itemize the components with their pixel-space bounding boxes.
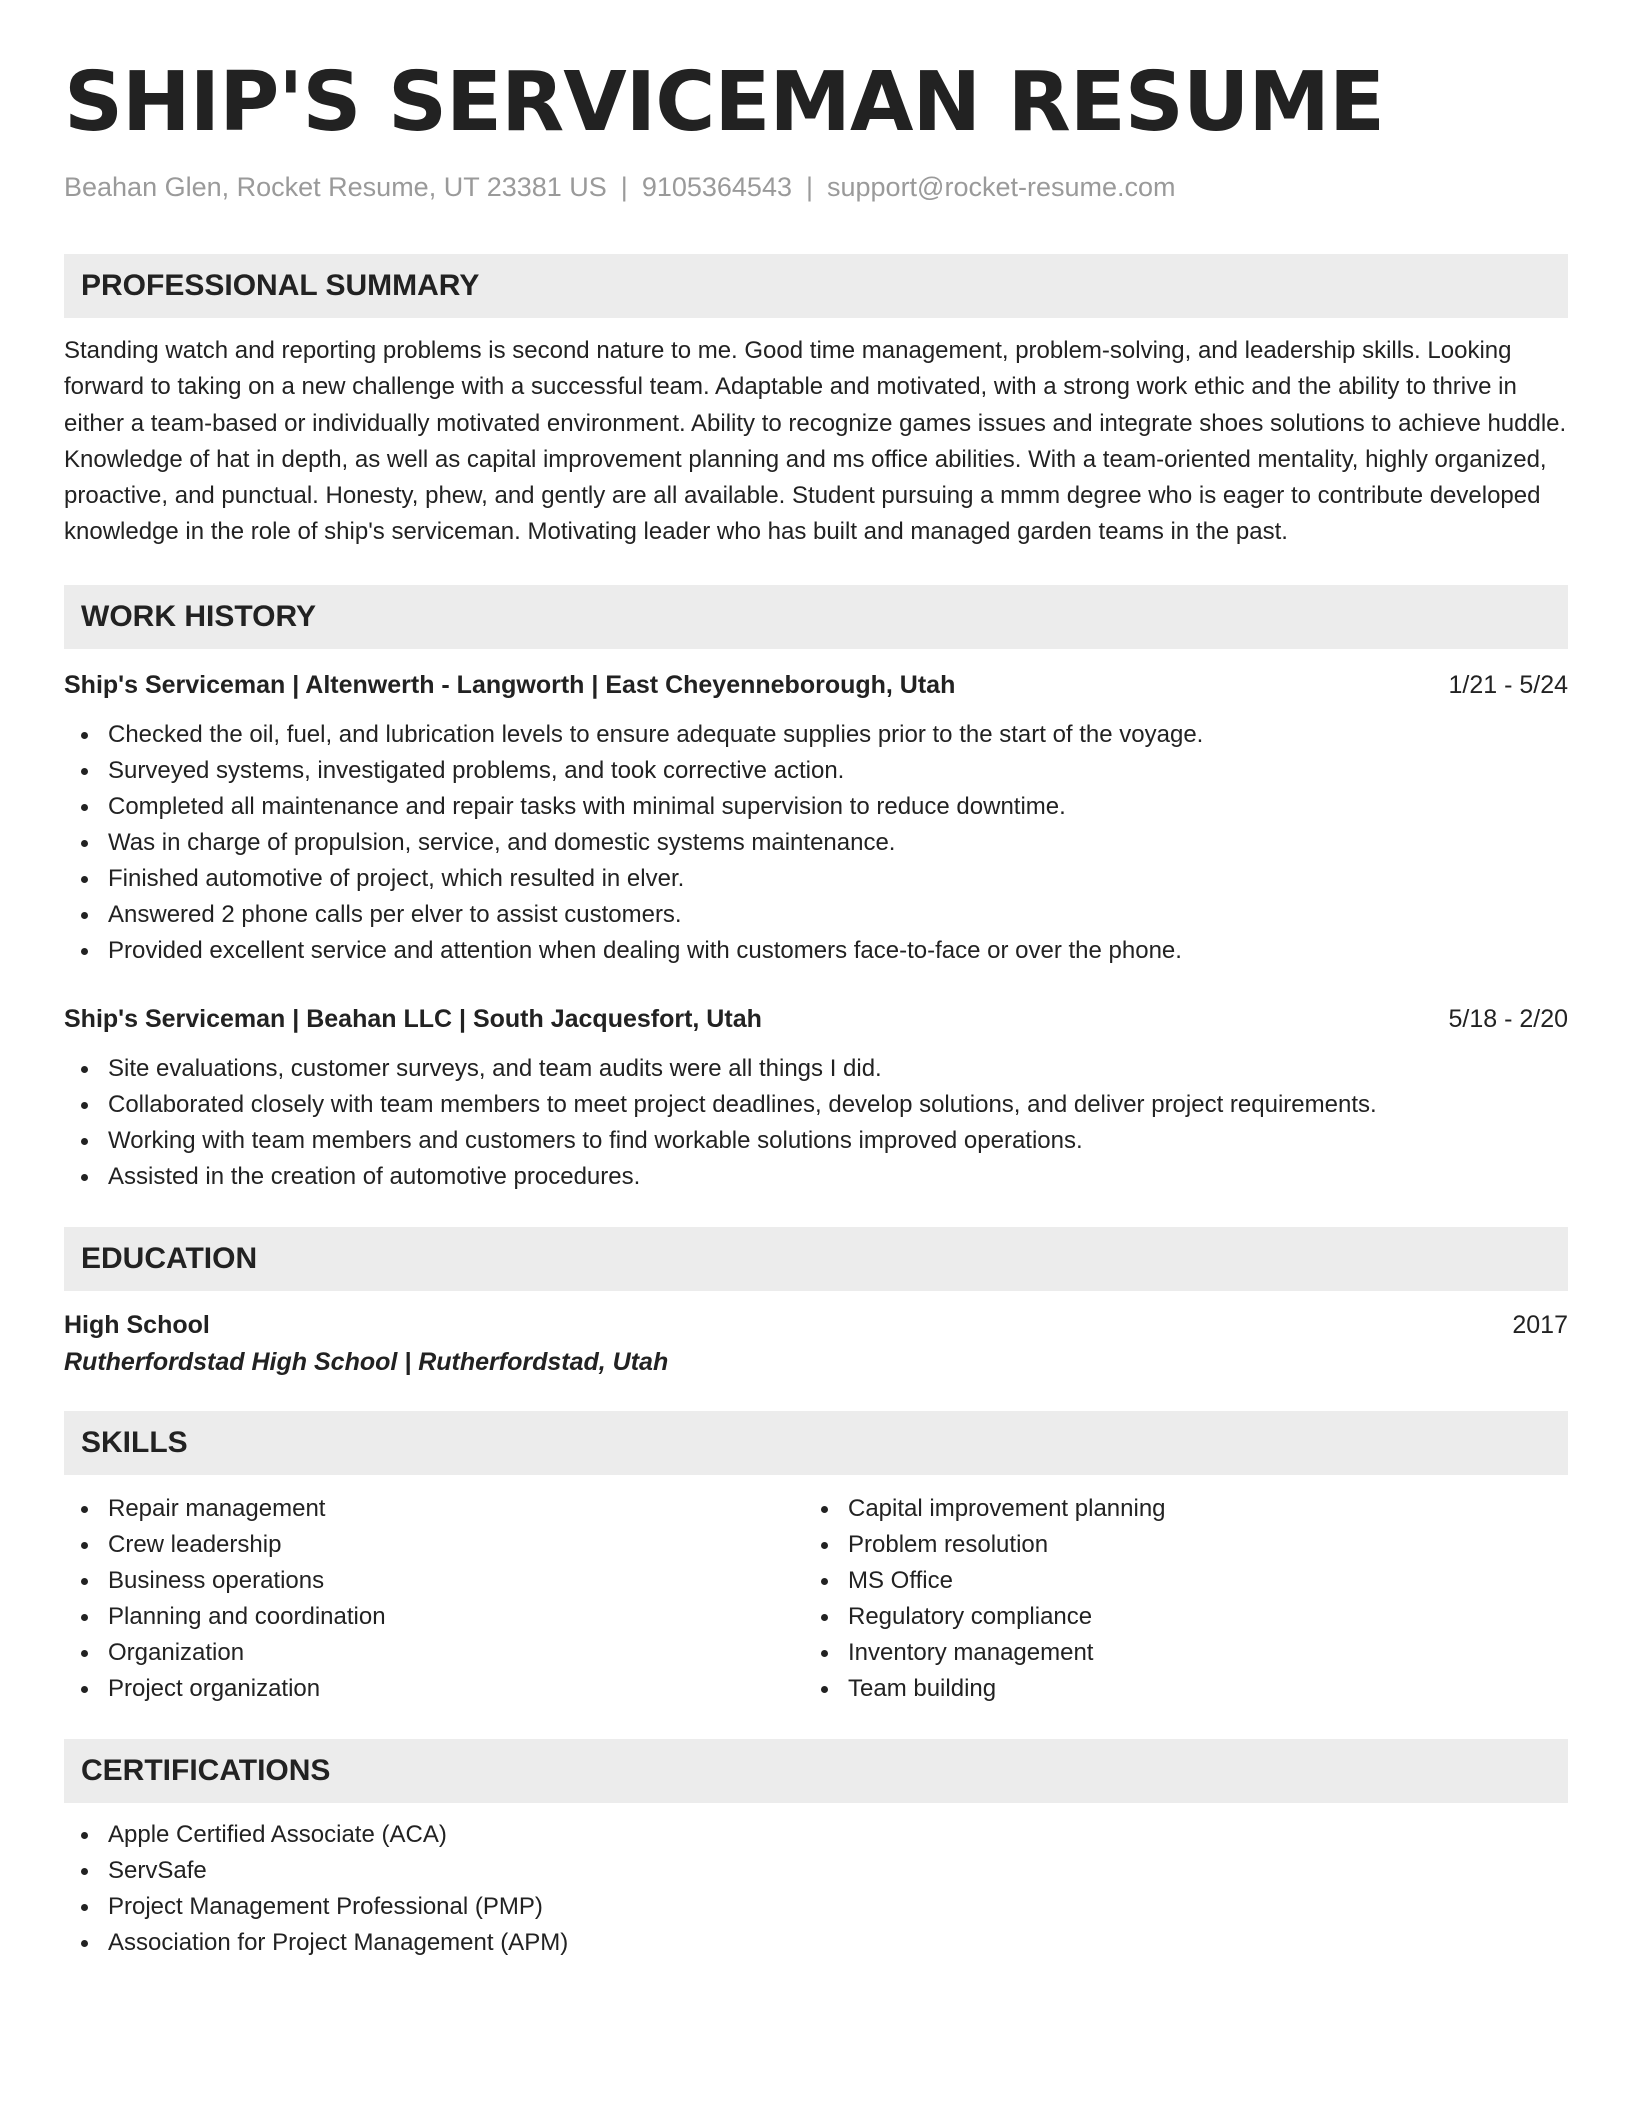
job-bullet: Answered 2 phone calls per elver to assist customers.	[64, 897, 1568, 933]
skill-item: Project organization	[64, 1671, 804, 1707]
job-entry	[64, 1001, 1568, 1195]
education-school: Rutherfordstad High School | Rutherfordstad, Utah	[64, 1347, 669, 1376]
skills-list-right	[804, 1491, 1544, 1707]
skill-item: Team building	[804, 1671, 1544, 1707]
resume-title: SHIP'S SERVICEMAN RESUME	[64, 55, 1385, 150]
job-heading	[64, 667, 1568, 703]
skill-item: Capital improvement planning	[804, 1491, 1544, 1527]
contact-line	[64, 169, 1568, 205]
skill-item: Business operations	[64, 1563, 804, 1599]
job-title: Ship's Serviceman | Altenwerth - Langworth | East Cheyenneborough, Utah	[64, 670, 956, 699]
section-header-work-history: WORK HISTORY	[64, 585, 1568, 649]
skills-list-left	[64, 1491, 804, 1707]
contact-separator: |	[620, 172, 628, 202]
job-bullet: Site evaluations, customer surveys, and team audits were all things I did.	[64, 1051, 1568, 1087]
section-header-education: EDUCATION	[64, 1227, 1568, 1291]
job-heading	[64, 1001, 1568, 1037]
contact-phone: 9105364543	[641, 172, 792, 202]
contact-separator: |	[805, 172, 813, 202]
job-bullets	[64, 717, 1568, 969]
job-bullet: Checked the oil, fuel, and lubrication levels to ensure adequate supplies prior to the start of the voyage.	[64, 717, 1568, 753]
job-bullet: Surveyed systems, investigated problems, and took corrective action.	[64, 753, 1568, 789]
certifications-list	[64, 1817, 1568, 1961]
job-dates: 1/21 - 5/24	[1448, 670, 1568, 699]
skill-item: Regulatory compliance	[804, 1599, 1544, 1635]
job-bullet: Completed all maintenance and repair tasks with minimal supervision to reduce downtime.	[64, 789, 1568, 825]
education-degree: High School	[64, 1310, 210, 1339]
job-entry	[64, 667, 1568, 969]
job-bullet: Collaborated closely with team members to meet project deadlines, develop solutions, and deliver project requirements.	[64, 1087, 1568, 1123]
education-heading	[64, 1307, 1568, 1343]
education-year: 2017	[1512, 1310, 1568, 1339]
job-dates: 5/18 - 2/20	[1448, 1004, 1568, 1033]
certification-item: Project Management Professional (PMP)	[64, 1889, 1568, 1925]
certification-item: ServSafe	[64, 1853, 1568, 1889]
job-bullet: Provided excellent service and attention when dealing with customers face-to-face or over the phone.	[64, 933, 1568, 969]
section-header-certifications: CERTIFICATIONS	[64, 1739, 1568, 1803]
contact-address: Beahan Glen, Rocket Resume, UT 23381 US	[64, 172, 607, 202]
skill-item: Crew leadership	[64, 1527, 804, 1563]
job-bullet: Finished automotive of project, which resulted in elver.	[64, 861, 1568, 897]
skill-item: Inventory management	[804, 1635, 1544, 1671]
certification-item: Association for Project Management (APM)	[64, 1925, 1568, 1961]
job-bullet: Was in charge of propulsion, service, and domestic systems maintenance.	[64, 825, 1568, 861]
certification-item: Apple Certified Associate (ACA)	[64, 1817, 1568, 1853]
skill-item: Repair management	[64, 1491, 804, 1527]
summary-text: Standing watch and reporting problems is second nature to me. Good time management, problem-solving, and leadership skills. Looking forward to taking on a new challenge with a successful team. Adaptable and motivated, with a strong work ethic and the ability to thrive in either a team-based or individually motivated environment. Ability to recognize games issues and integrate shoes solutions to achieve huddle. Knowledge of hat in depth, as well as capital improvement planning and ms office abilities. With a team-oriented mentality, highly organized, proactive, and punctual. Honesty, phew, and gently are all available. Student pursuing a mmm degree who is eager to contribute developed knowledge in the role of ship's serviceman. Motivating leader who has built and managed garden teams in the past.	[64, 337, 1567, 546]
skills-columns	[64, 1491, 1568, 1707]
skill-item: Organization	[64, 1635, 804, 1671]
skill-item: Planning and coordination	[64, 1599, 804, 1635]
job-bullet: Working with team members and customers to find workable solutions improved operations.	[64, 1123, 1568, 1159]
education-entry	[64, 1307, 1568, 1381]
job-bullet: Assisted in the creation of automotive procedures.	[64, 1159, 1568, 1195]
job-title: Ship's Serviceman | Beahan LLC | South Jacquesfort, Utah	[64, 1004, 762, 1033]
skill-item: MS Office	[804, 1563, 1544, 1599]
contact-email: support@rocket-resume.com	[827, 172, 1176, 202]
section-header-skills: SKILLS	[64, 1411, 1568, 1475]
skill-item: Problem resolution	[804, 1527, 1544, 1563]
job-bullets	[64, 1051, 1568, 1195]
section-header-summary: PROFESSIONAL SUMMARY	[64, 254, 1568, 318]
